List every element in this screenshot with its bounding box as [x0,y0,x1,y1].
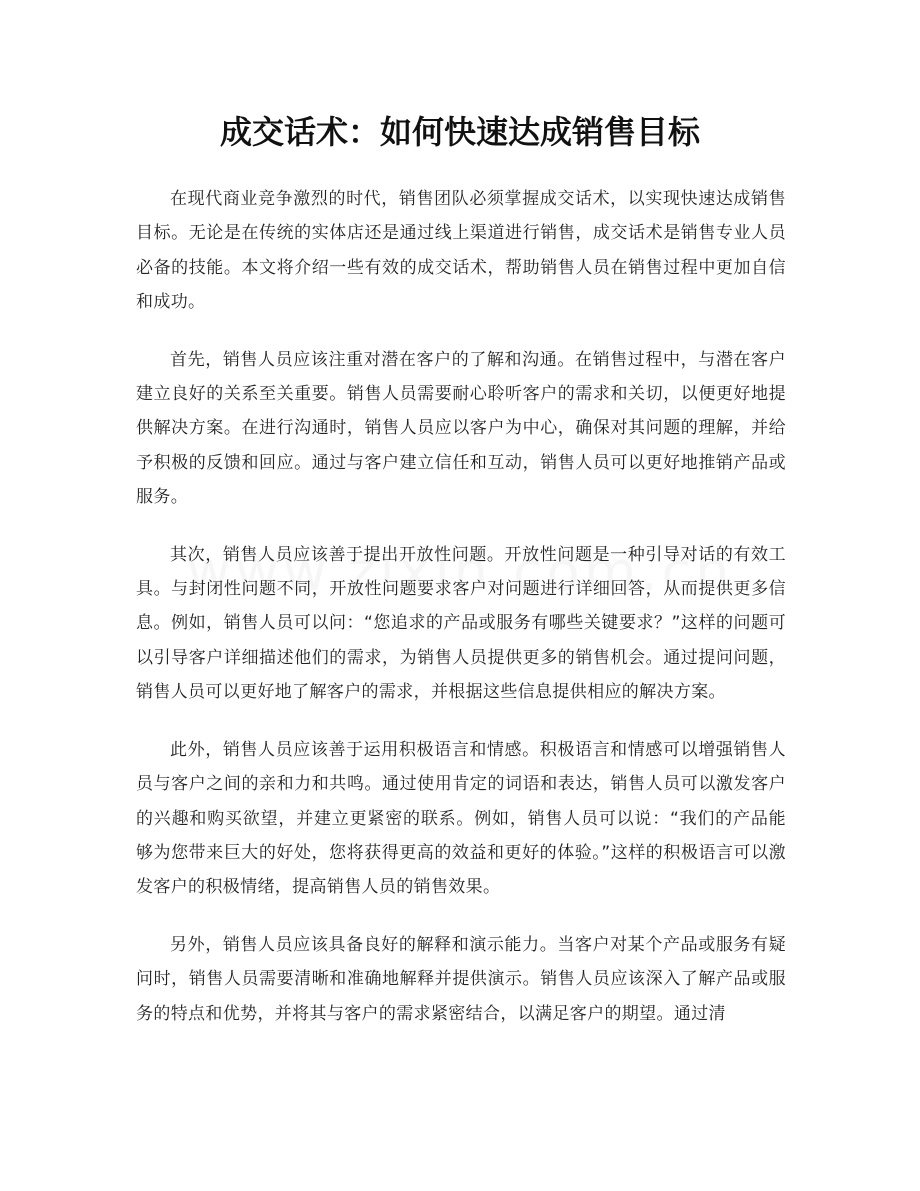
paragraph-second: 其次，销售人员应该善于提出开放性问题。开放性问题是一种引导对话的有效工具。与封闭性问题不同，开放性问题要求客户对问题进行详细回答，从而提供更多信息。例如，销售人员可以问：“您追求的产品或服务有哪些关键要求？”这样的问题可以引导客户详细描述他们的需求，为销售人员提供更多的销售机会。通过提问问题，销售人员可以更好地了解客户的需求，并根据这些信息提供相应的解决方案。 [136,544,786,703]
document-title: 成交话术：如何快速达成销售目标 [219,113,700,151]
paragraph-fourth: 另外，销售人员应该具备良好的解释和演示能力。当客户对某个产品或服务有疑问时，销售人员需要清晰和准确地解释并提供演示。销售人员应该深入了解产品或服务的特点和优势，并将其与客户的需求紧密结合，以满足客户的期望。通过清 [136,934,786,1024]
document-body [136,182,786,1054]
paragraph-intro: 在现代商业竞争激烈的时代，销售团队必须掌握成交话术，以实现快速达成销售目标。无论是在传统的实体店还是通过线上渠道进行销售，成交话术是销售专业人员必备的技能。本文将介绍一些有效的成交话术，帮助销售人员在销售过程中更加自信和成功。 [136,189,786,313]
paragraph-third: 此外，销售人员应该善于运用积极语言和情感。积极语言和情感可以增强销售人员与客户之间的亲和力和共鸣。通过使用肯定的词语和表达，销售人员可以激发客户的兴趣和购买欲望，并建立更紧密的联系。例如，销售人员可以说：“我们的产品能够为您带来巨大的好处，您将获得更高的效益和更好的体验。”这样的积极语言可以激发客户的积极情绪，提高销售人员的销售效果。 [136,739,786,898]
paragraph-first: 首先，销售人员应该注重对潜在客户的了解和沟通。在销售过程中，与潜在客户建立良好的关系至关重要。销售人员需要耐心聆听客户的需求和关切，以便更好地提供解决方案。在进行沟通时，销售人员应以客户为中心，确保对其问题的理解，并给予积极的反馈和回应。通过与客户建立信任和互动，销售人员可以更好地推销产品或服务。 [136,349,786,508]
